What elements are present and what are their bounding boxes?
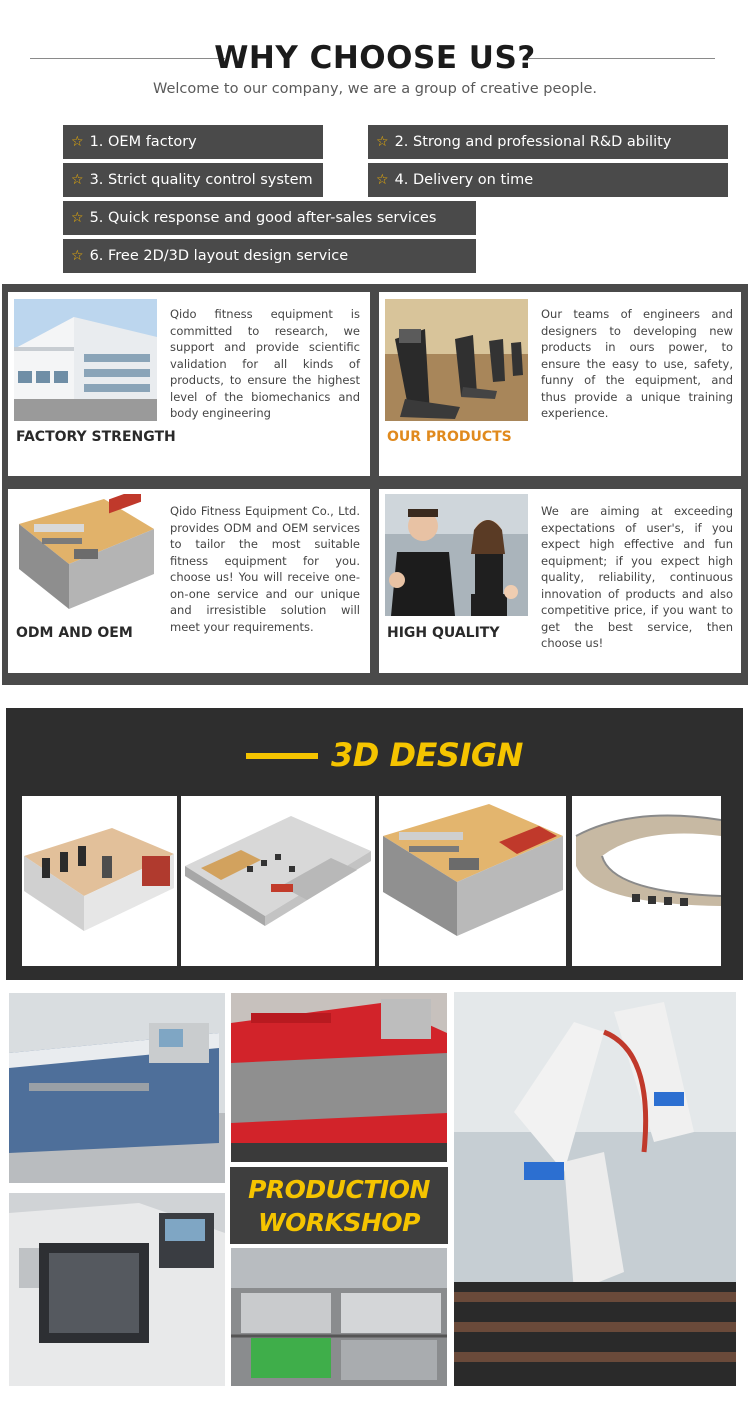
workshop-label-line-1: PRODUCTION [248,1175,430,1204]
design-title: 3D DESIGN [331,736,523,774]
feature-item-2 [368,125,728,159]
accent-dash [246,753,318,759]
star-icon: ☆ [71,134,84,150]
card-text: We are aiming at exceeding expectations of user's, if you expect high effective and fun equipment; if you expect high quality, reliability, continuous innovation of products and also competitive price, if you want to get the best service, then choose us! [541,504,733,650]
star-icon: ☆ [71,248,84,264]
card-text: Qido fitness equipment is committed to research, we support and provide scientific validation for all kinds of products, to ensure the highest level of the biomechanics and body engineering [170,307,360,420]
treadmill-photo [385,299,528,421]
card-label: FACTORY STRENGTH [16,429,176,445]
welding-robot-photo [454,992,736,1386]
feature-label: 3. Strict quality control system [89,172,313,188]
card-text: Qido Fitness Equipment Co., Ltd. provides ODM and OEM services to tailor the most suitable fitness equipment for you. choose us! You will receive one-on-one service and our unique and irresistible solution will meet your requirements. [170,504,360,634]
info-panel [2,284,748,685]
factory-photo [14,299,157,421]
laser-cutter-photo [231,993,447,1162]
feature-item-1 [63,125,323,159]
card-high-quality [379,489,741,673]
card-label: OUR PRODUCTS [387,429,512,445]
feature-label: 6. Free 2D/3D layout design service [89,248,349,264]
star-icon: ☆ [71,210,84,226]
page-subtitle: Welcome to our company, we are a group of creative people. [152,81,598,97]
card-label: HIGH QUALITY [387,625,500,641]
design-thumb-3 [379,796,566,966]
feature-item-5 [63,201,476,235]
star-icon: ☆ [71,172,84,188]
parts-shelf-photo [231,1248,447,1386]
feature-item-3 [63,163,323,197]
feature-item-6 [63,239,476,273]
feature-label: 1. OEM factory [89,134,197,150]
card-our-products [379,292,741,476]
design-thumb-4 [572,796,721,966]
design-thumb-1 [22,796,177,966]
feature-label: 5. Quick response and good after-sales services [89,210,437,226]
design-thumb-2 [181,796,375,966]
tube-bender-photo [9,993,225,1183]
trainers-photo [385,494,528,616]
design-section [6,708,743,980]
feature-item-4 [368,163,728,197]
workshop-label-line-2: WORKSHOP [258,1208,420,1237]
card-odm-oem [8,489,370,673]
star-icon: ☆ [376,172,389,188]
layout-render-photo [14,494,157,616]
card-text: Our teams of engineers and designers to developing new products in ours power, to ensure the easy to use, safety, funny of the equipment, and thus provide a unique training experience. [541,307,733,420]
feature-label: 4. Delivery on time [394,172,534,188]
page-title: WHY CHOOSE US? [214,40,536,76]
card-factory-strength [8,292,370,476]
feature-label: 2. Strong and professional R&D ability [394,134,672,150]
star-icon: ☆ [376,134,389,150]
cnc-lathe-photo [9,1193,225,1386]
workshop-label [230,1167,448,1244]
card-label: ODM AND OEM [16,625,133,641]
